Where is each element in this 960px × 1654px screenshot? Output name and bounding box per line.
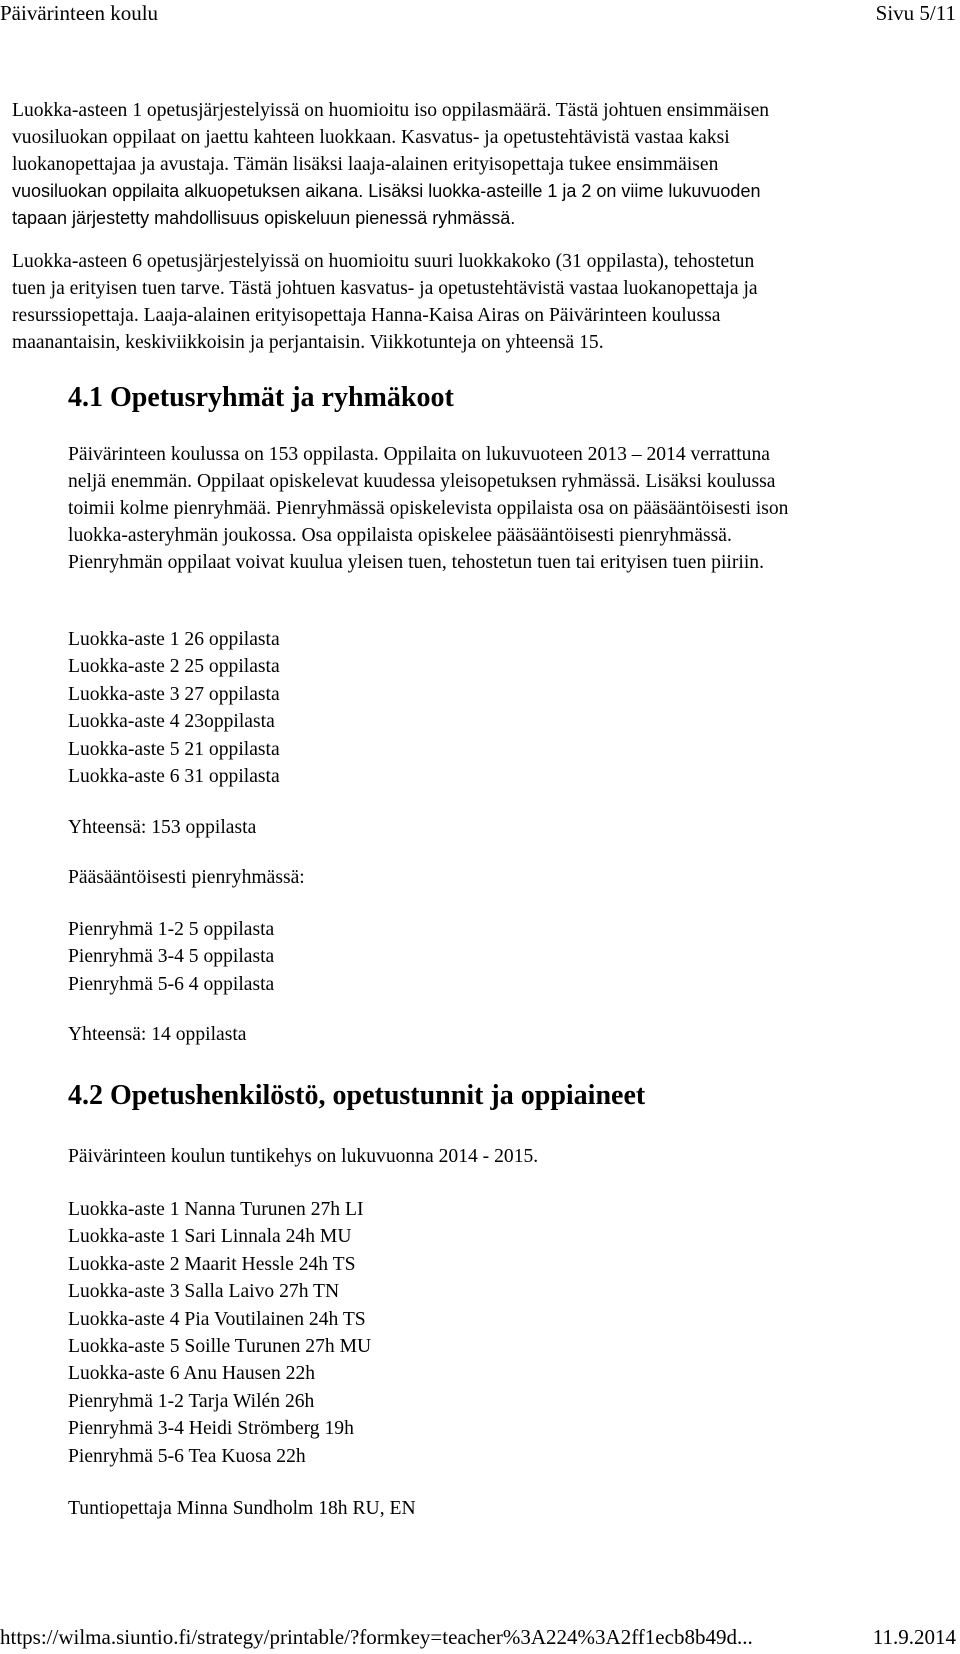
list-item: Luokka-aste 5 21 oppilasta xyxy=(68,738,280,760)
text-line: maanantaisin, keskiviikkoisin ja perjantaisin. Viikkotunteja on yhteensä 15. xyxy=(12,332,604,353)
list-item: Luokka-aste 6 Anu Hausen 22h xyxy=(68,1363,316,1385)
list-item: Pienryhmä 1-2 Tarja Wilén 26h xyxy=(68,1390,315,1412)
text-line: resurssiopettaja. Laaja-alainen erityisopettaja Hanna-Kaisa Airas on Päivärinteen koulussa xyxy=(12,305,721,326)
text-line: toimii kolme pienryhmää. Pienryhmässä opiskelevista oppilaista osa on pääsääntöisesti ison xyxy=(68,498,789,519)
footer-url: https://wilma.siuntio.fi/strategy/printable/?formkey=teacher%3A224%3A2ff1ecb8b49d... xyxy=(0,1625,753,1649)
footer-date: 11.9.2014 xyxy=(872,1625,956,1649)
grade-size-list xyxy=(68,626,280,790)
list-item: Pienryhmä 3-4 5 oppilasta xyxy=(68,946,275,968)
paragraph-grade6 xyxy=(12,248,758,356)
list-item: Pienryhmä 5-6 4 oppilasta xyxy=(68,973,275,995)
text-line: Pienryhmän oppilaat voivat kuulua yleisen tuen, tehostetun tuen tai erityisen tuen piiriin. xyxy=(68,552,764,573)
list-item: Luokka-aste 1 26 oppilasta xyxy=(68,629,280,650)
text-line: luokanopettajaa ja avustaja. Tämän lisäksi laaja-alainen erityisopettaja tukee ensimmäisen xyxy=(12,154,719,175)
list-item: Luokka-aste 4 23oppilasta xyxy=(68,711,275,733)
list-item: Luokka-aste 3 27 oppilasta xyxy=(68,683,280,705)
list-item: Pienryhmä 5-6 Tea Kuosa 22h xyxy=(68,1445,306,1467)
list-item: Luokka-aste 5 Soille Turunen 27h MU xyxy=(68,1336,372,1358)
list-item: Pienryhmä 1-2 5 oppilasta xyxy=(68,919,275,940)
section-4-2-intro: Päivärinteen koulun tuntikehys on lukuvuonna 2014 - 2015. xyxy=(68,1146,539,1167)
hourly-teacher: Tuntiopettaja Minna Sundholm 18h RU, EN xyxy=(68,1498,416,1519)
section-heading-4-2: 4.2 Opetushenkilöstö, opetustunnit ja oppiaineet xyxy=(68,1080,646,1111)
text-line: luokka-asteryhmän joukossa. Osa oppilaista opiskelee pääsääntöisesti pienryhmässä. xyxy=(68,525,732,546)
text-line: tapaan järjestetty mahdollisuus opiskeluun pienessä ryhmässä. xyxy=(12,208,516,228)
total-students: Yhteensä: 153 oppilasta xyxy=(68,817,257,838)
text-line: Luokka-asteen 6 opetusjärjestelyissä on huomioitu suuri luokkakoko (31 oppilasta), tehostetun xyxy=(12,251,755,272)
list-item: Luokka-aste 2 Maarit Hessle 24h TS xyxy=(68,1253,356,1275)
text-line: Päivärinteen koulussa on 153 oppilasta. Oppilaita on lukuvuoteen 2013 – 2014 verrattuna xyxy=(68,444,770,465)
small-groups-label: Pääsääntöisesti pienryhmässä: xyxy=(68,867,305,888)
list-item: Luokka-aste 1 Nanna Turunen 27h LI xyxy=(68,1199,364,1220)
staff-list xyxy=(68,1196,371,1470)
page-header xyxy=(0,0,956,30)
list-item: Luokka-aste 2 25 oppilasta xyxy=(68,656,280,678)
page-footer xyxy=(0,1624,956,1654)
header-page-number: Sivu 5/11 xyxy=(875,1,956,25)
text-line: neljä enemmän. Oppilaat opiskelevat kuudessa yleisopetuksen ryhmässä. Lisäksi koulussa xyxy=(68,471,776,492)
text-line: Luokka-asteen 1 opetusjärjestelyissä on huomioitu iso oppilasmäärä. Tästä johtuen ensimmäisen xyxy=(12,100,770,121)
paragraph-grade1 xyxy=(12,97,769,232)
list-item: Luokka-aste 6 31 oppilasta xyxy=(68,766,280,788)
small-group-list xyxy=(68,916,274,998)
text-line: vuosiluokan oppilaita alkuopetuksen aikana. Lisäksi luokka-asteille 1 ja 2 on viime lukuvuoden xyxy=(12,181,761,201)
small-group-total: Yhteensä: 14 oppilasta xyxy=(68,1024,247,1045)
list-item: Luokka-aste 3 Salla Laivo 27h TN xyxy=(68,1281,340,1303)
list-item: Pienryhmä 3-4 Heidi Strömberg 19h xyxy=(68,1418,354,1440)
text-line: vuosiluokan oppilaat on jaettu kahteen luokkaan. Kasvatus- ja opetustehtävistä vastaa kaksi xyxy=(12,127,730,148)
section-heading-4-1: 4.1 Opetusryhmät ja ryhmäkoot xyxy=(68,382,454,413)
paragraph-section-4-1 xyxy=(68,441,788,576)
list-item: Luokka-aste 4 Pia Voutilainen 24h TS xyxy=(68,1308,366,1330)
header-school-name: Päivärinteen koulu xyxy=(0,1,159,25)
text-line xyxy=(12,151,769,178)
text-line: tuen ja erityisen tuen tarve. Tästä johtuen kasvatus- ja opetustehtävistä vastaa luokanopettaja ja xyxy=(12,278,758,299)
list-item: Luokka-aste 1 Sari Linnala 24h MU xyxy=(68,1226,352,1248)
